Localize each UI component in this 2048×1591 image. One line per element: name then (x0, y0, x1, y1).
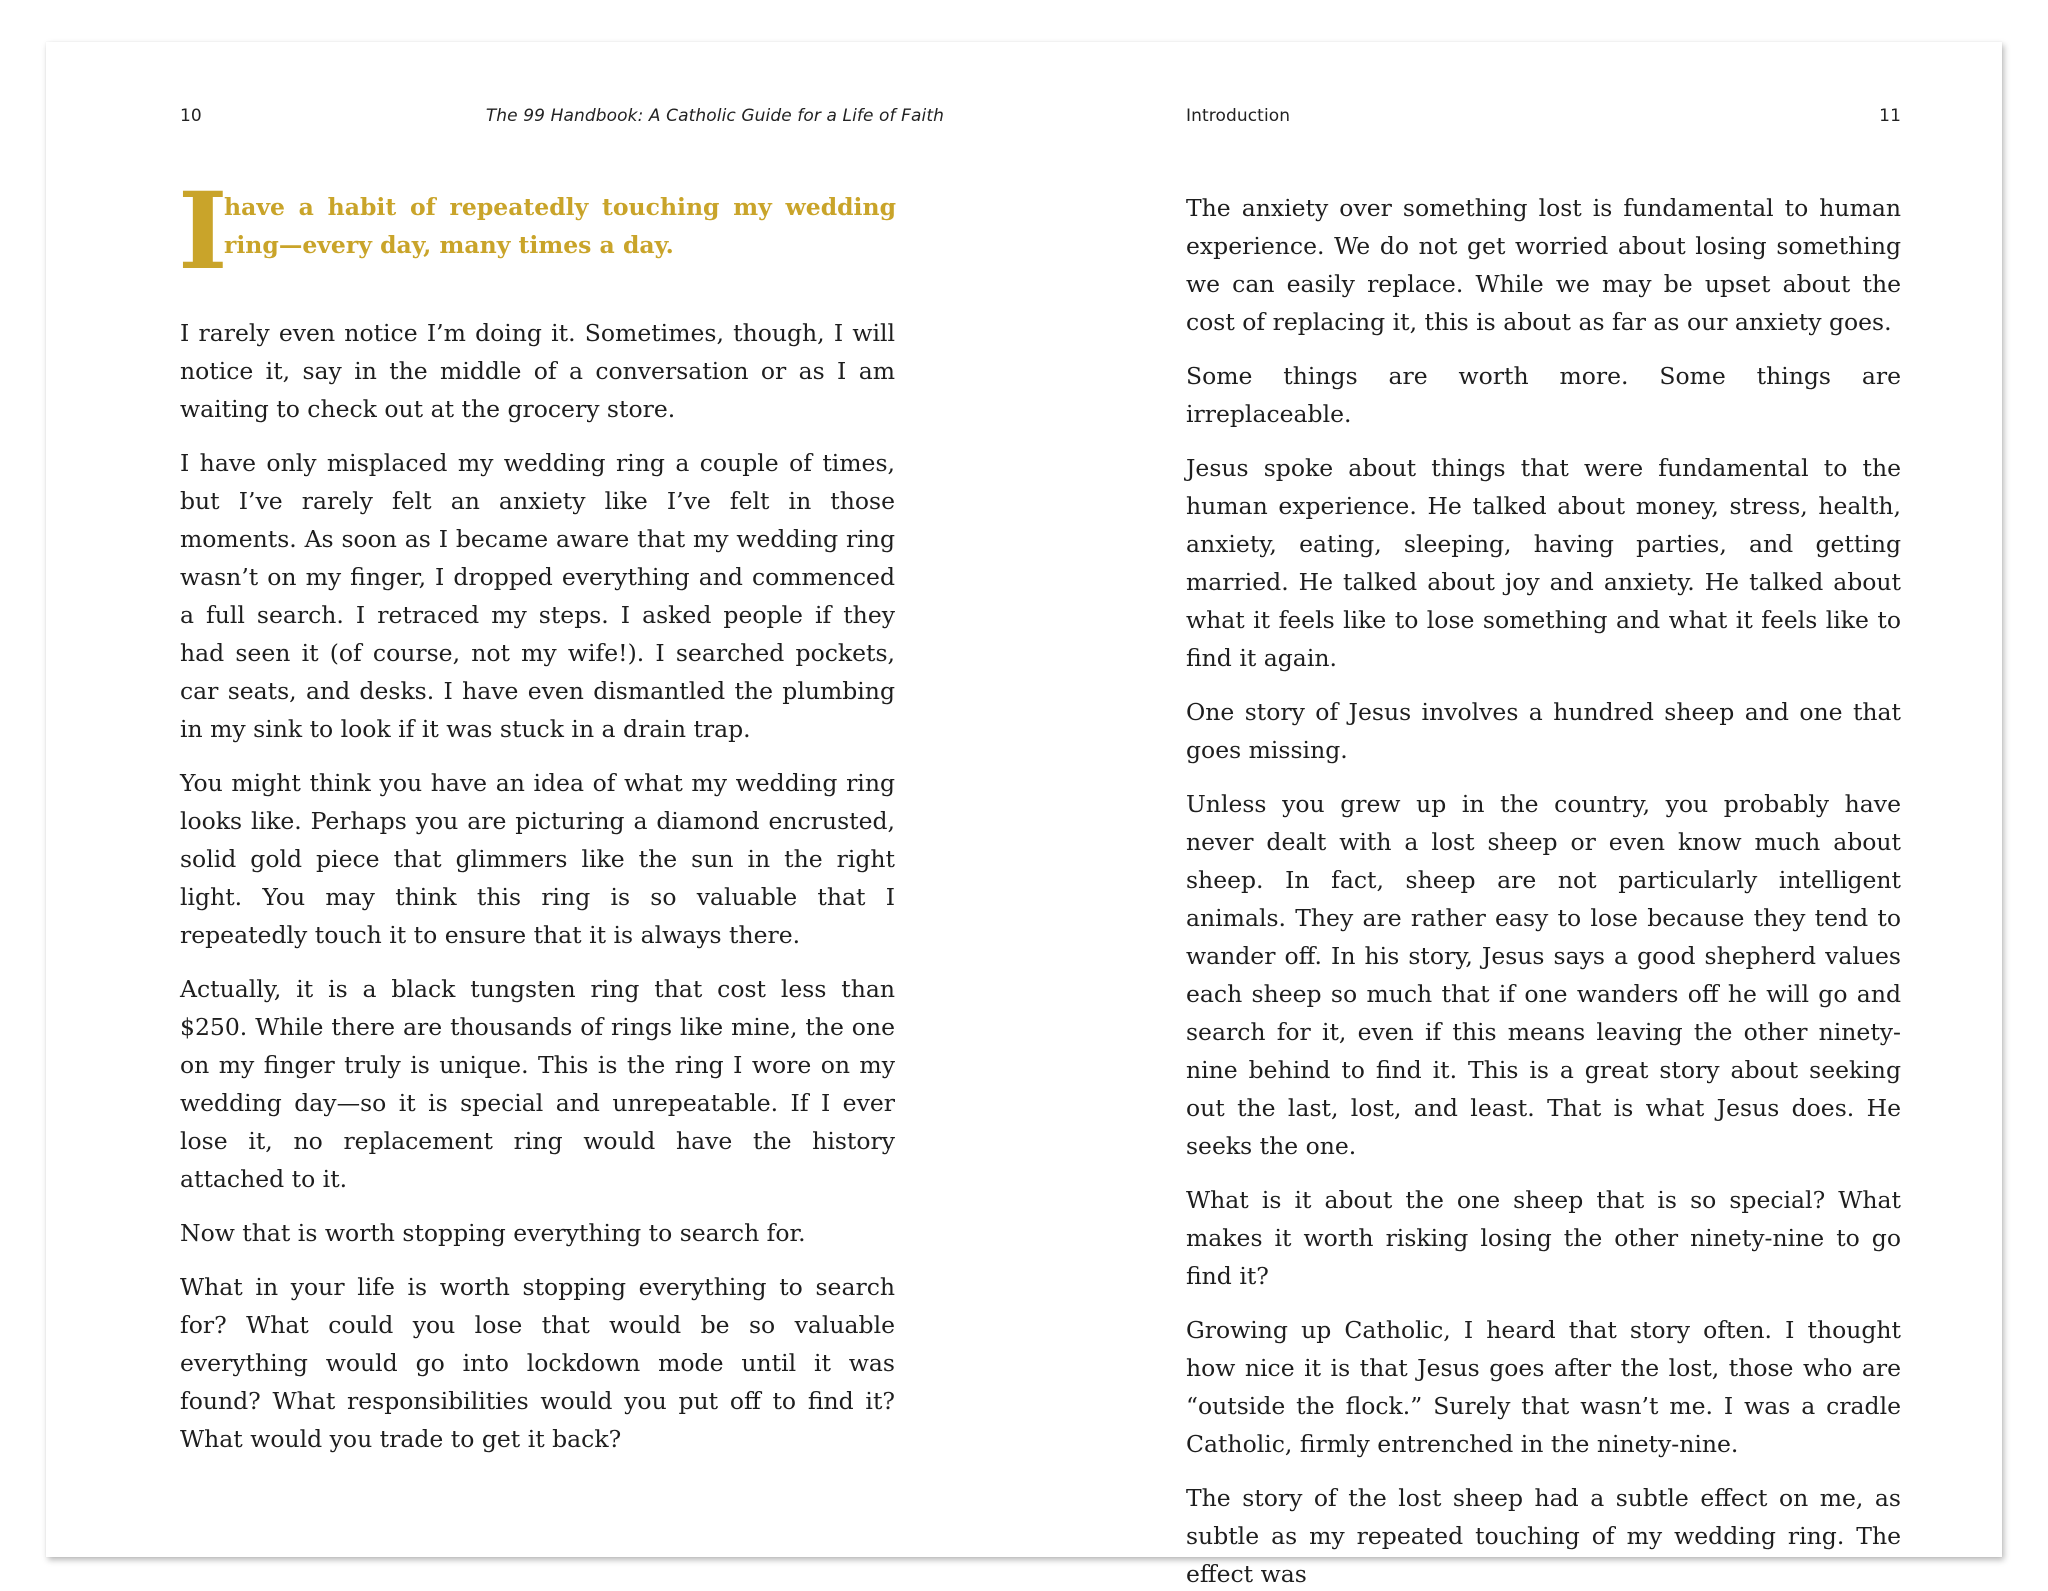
paragraph: What in your life is worth stopping everything to search for? What could you lose that would be so valuable everything would go into lockdown mode until it was found? What responsibilities would you put off to find it? What would you trade to get it back? (180, 1273, 895, 1453)
chapter-opening (178, 168, 896, 293)
paragraph: Now that is worth stopping everything to search for. (180, 1219, 806, 1247)
right-text-block (1186, 189, 1901, 1591)
left-page-number: 10 (180, 106, 202, 126)
paragraph: Unless you grew up in the country, you probably have never dealt with a lost sheep or even know much about sheep. In fact, sheep are not particularly intelligent animals. They are rather easy to lose because they tend to wander off. In his story, Jesus says a good shepherd values each sheep so much that if one wanders off he will go and search for it, even if this means leaving the other ninety-nine behind to find it. This is a great story about seeking out the last, lost, and least. That is what Jesus does. He seeks the one. (1186, 790, 1901, 1160)
paragraph: The story of the lost sheep had a subtle effect on me, as subtle as my repeated touching of my wedding ring. The effect was (1186, 1484, 1901, 1588)
paragraph: I have only misplaced my wedding ring a couple of times, but I’ve rarely felt an anxiety like I’ve felt in those moments. As soon as I became aware that my wedding ring wasn’t on my finger, I dropped everything and commenced a full search. I retraced my steps. I asked people if they had seen it (of course, not my wife!). I searched pockets, car seats, and desks. I have even dismantled the plumbing in my sink to look if it was stuck in a drain trap. (180, 449, 895, 743)
left-text-block (178, 168, 896, 1474)
paragraph: Jesus spoke about things that were fundamental to the human experience. He talked about money, stress, health, anxiety, eating, sleeping, having parties, and getting married. He talked about joy and anxiety. He talked about what it feels like to lose something and what it feels like to find it again. (1186, 454, 1901, 672)
paragraph: One story of Jesus involves a hundred sheep and one that goes missing. (1186, 698, 1901, 764)
book-spread (46, 42, 2002, 1588)
right-running-title: Introduction (1186, 106, 1291, 126)
paragraph: You might think you have an idea of what my wedding ring looks like. Perhaps you are picturing a diamond encrusted, solid gold piece that glimmers like the sun in the right light. You may think this ring is so valuable that I repeatedly touch it to ensure that it is always there. (180, 769, 895, 949)
paragraph: Actually, it is a black tungsten ring that cost less than $250. While there are thousands of rings like mine, the one on my finger truly is unique. This is the ring I wore on my wedding day—so it is special and unrepeatable. If I ever lose it, no replacement ring would have the history attached to it. (180, 975, 895, 1193)
paragraph: Some things are worth more. Some things are irreplaceable. (1186, 362, 1901, 428)
paragraph: I rarely even notice I’m doing it. Sometimes, though, I will notice it, say in the middle of a conversation or as I am waiting to check out at the grocery store. (180, 319, 895, 423)
left-running-title: The 99 Handbook: A Catholic Guide for a Life of Faith (485, 106, 944, 126)
right-page-number: 11 (1879, 106, 1901, 126)
right-page (1024, 42, 2002, 1588)
paragraph: Growing up Catholic, I heard that story often. I thought how nice it is that Jesus goes after the lost, those who are “outside the flock.” Surely that wasn’t me. I was a cradle Catholic, firmly entrenched in the ninety-nine. (1186, 1316, 1901, 1458)
paragraph: What is it about the one sheep that is so special? What makes it worth risking losing the other ninety-nine to go find it? (1186, 1186, 1901, 1290)
drop-cap: I (178, 168, 228, 293)
lead-sentence: have a habit of repeatedly touching my wedding ring—every day, many times a day. (224, 193, 896, 259)
paragraph: The anxiety over something lost is fundamental to human experience. We do not get worried about losing something we can easily replace. While we may be upset about the cost of replacing it, this is about as far as our anxiety goes. (1186, 194, 1901, 336)
left-page (46, 42, 1024, 1557)
